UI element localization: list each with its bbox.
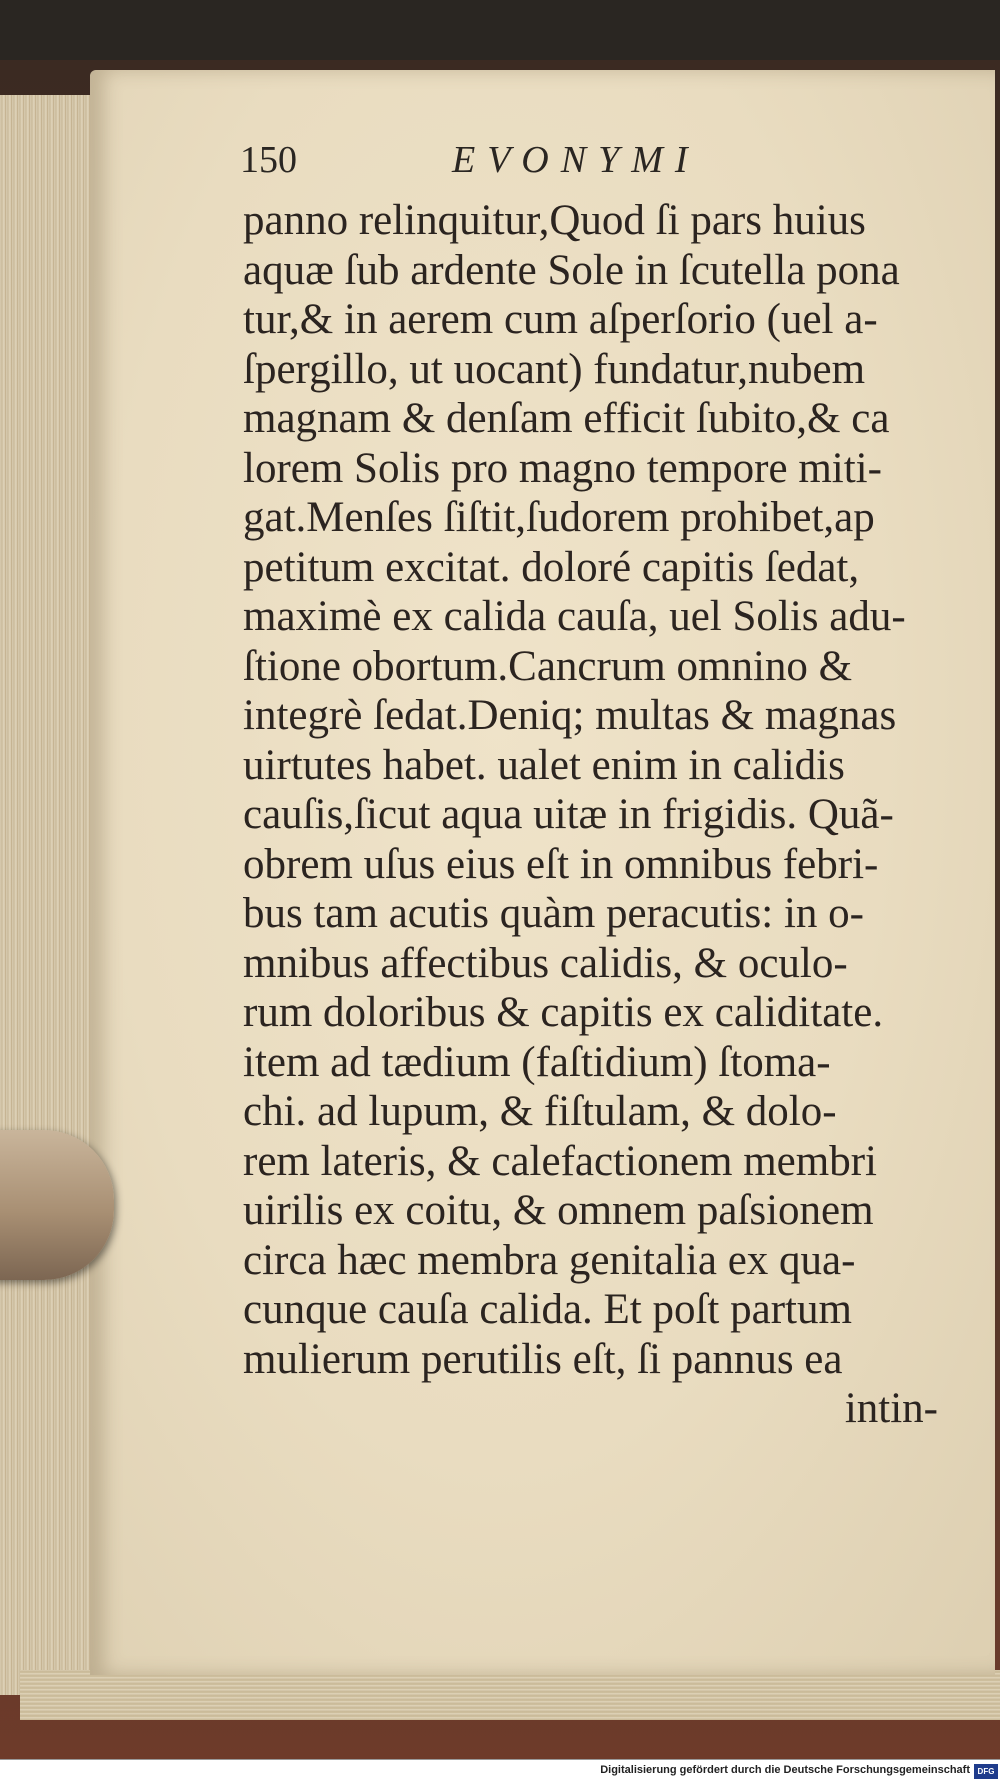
text-line: maximè ex calida cauſa, uel Solis adu- — [243, 593, 906, 640]
text-line: mnibus affectibus calidis, & oculo- — [243, 939, 848, 987]
text-line: integrè ſedat.Deniq; multas & magnas — [243, 692, 897, 739]
page-number: 150 — [240, 139, 297, 181]
text-line: cauſis,ſicut aqua uitæ in frigidis. Quã- — [243, 791, 894, 838]
page-edges-left — [0, 95, 102, 1695]
text-line: ſpergillo, ut uocant) fundatur,nubem — [243, 345, 866, 393]
text-line: circa hæc membra genitalia ex qua- — [243, 1236, 856, 1284]
text-line: aquæ ſub ardente Sole in ſcutella pona — [243, 246, 900, 294]
text-line: mulierum perutilis eſt, ſi pannus ea — [243, 1335, 843, 1383]
digitization-footer — [0, 1759, 1000, 1784]
text-line: item ad tædium (faſtidium) ſtoma- — [243, 1038, 831, 1086]
text-line: rem lateris, & calefactionem membri — [243, 1137, 877, 1185]
page-edges-bottom — [20, 1670, 1000, 1720]
text-line: chi. ad lupum, & fiſtulam, & dolo- — [243, 1088, 837, 1135]
text-line: bus tam acutis quàm peracutis: in o- — [243, 890, 864, 937]
text-line: petitum excitat. doloré capitis ſedat, — [243, 543, 860, 591]
text-line: rum doloribus & capitis ex caliditate. — [243, 989, 884, 1036]
text-line: magnam & denſam efficit ſubito,& ca — [243, 395, 890, 442]
funding-credit: Digitalisierung gefördert durch die Deutsche Forschungsgemeinschaft — [600, 1764, 970, 1776]
text-line: lorem Solis pro magno tempore miti- — [243, 444, 882, 492]
text-line: intin- — [844, 1385, 938, 1432]
dfg-logo: DFG — [974, 1764, 998, 1779]
text-line: ſtione obortum.Cancrum omnino & — [243, 642, 853, 690]
text-line: tur,& in aerem cum aſperſorio (uel a- — [243, 296, 878, 343]
running-head — [240, 138, 760, 192]
text-block — [243, 196, 943, 1434]
text-line: cunque cauſa calida. Et poſt partum — [243, 1286, 852, 1333]
running-title: EVONYMI — [452, 139, 700, 181]
text-line: panno relinquitur,Quod ſi pars huius — [243, 197, 866, 244]
text-line: uirilis ex coitu, & omnem paſsionem — [243, 1187, 874, 1234]
text-line: gat.Menſes ſiſtit,ſudorem prohibet,ap — [243, 494, 875, 541]
text-line: uirtutes habet. ualet enim in calidis — [243, 741, 845, 789]
text-line: obrem uſus eius eſt in omnibus febri- — [243, 840, 879, 888]
